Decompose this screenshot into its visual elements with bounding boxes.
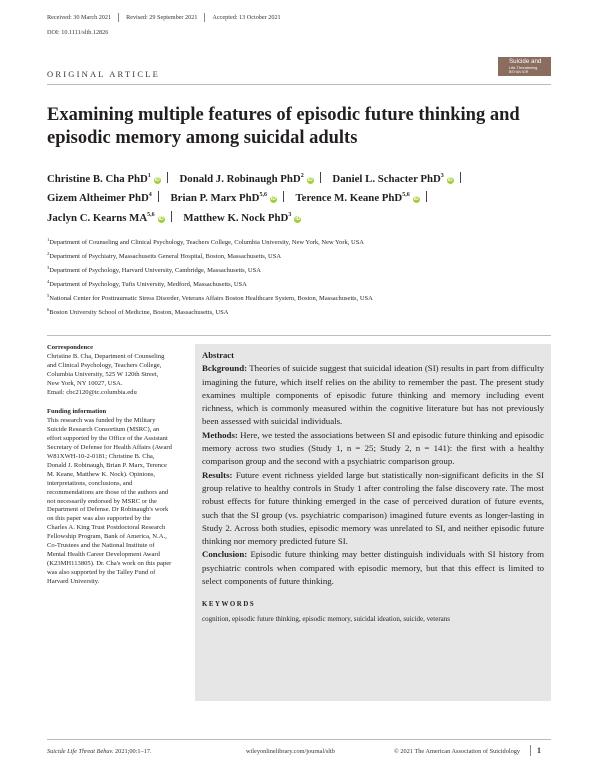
affiliation: $^2$Department of Psychiatry, Massachusetts General Hospital, Boston, Massachusetts, USA	[47, 251, 282, 260]
article-title: Examining multiple features of episodic future thinking and episodic memory among suicidal adults	[47, 105, 520, 148]
orcid-icon[interactable]: iD	[154, 177, 160, 183]
sidebar-notes	[47, 344, 172, 587]
footer-journal-url[interactable]: wileyonlinelibrary.com/journal/sltb	[246, 748, 335, 755]
orcid-icon[interactable]: iD	[447, 177, 453, 183]
orcid-icon[interactable]: iD	[270, 196, 276, 203]
affiliation: $^3$Department of Psychology, Harvard University, Cambridge, Massachusetts, USA	[47, 265, 261, 274]
funding-heading: Funding information	[47, 408, 107, 416]
revised-date: Revised: 29 September 2021	[126, 13, 198, 21]
footer-divider	[47, 739, 551, 740]
header-divider	[47, 84, 551, 85]
abstract-results: Results: Future event richness yielded large but statistically non-significant deficits in the SI group relative to healthy controls in Study 1 after controling the false discovery rate. The most robust effects for future thinking emerged in the case of perceived duration of future events, such that the SI group (vs. psychiatric comparison) imagined future events as longer-lasting in Study 2. Across both studies, episodic memory was unrelated to SI, and neither episodic future thinking nor memory predicted future SI.	[202, 469, 544, 547]
affiliation: $^5$National Center for Posttraumatic Stress Disorder, Veterans Affairs Boston Healthcare System, Boston, Massachusetts, USA	[47, 293, 373, 302]
funding-text: This research was funded by the Military Suicide Research Consortium (MSRC), an effort supported by the Office of the Assistant Secretary of Defense for Health Affairs (Award W81XWH-10-2-0181; Christine B. Cha, Donald J. Robinaugh, Brian P. Marx, Terence M. Keane, Matthew K. Nock). Opinions, interpretations, conclusions, and recommendations are those of the authors and not necessarily endorsed by MSRC or the Department of Defense. Dr Robinaugh's work on this paper was also supported by the Charles A. King Trust Postdoctoral Research Fellowship Program, Bank of America, N.A., Co-Trustees and the National Institute of Mental Health Career Development Award (K23MH113805). Dr. Cha's work on this paper was also supported by the Talley Fund of Harvard University.	[47, 417, 172, 585]
journal-logo-line3: BEHAVIOR	[509, 70, 529, 74]
orcid-icon[interactable]: iD	[307, 177, 313, 183]
affiliation: $^1$Department of Counseling and Clinical Psychology, Teachers College, Columbia University, New York, New York, USA	[47, 237, 364, 246]
footer-page-separator	[530, 745, 531, 756]
footer-copyright: © 2021 The American Association of Suicidology	[394, 748, 521, 755]
keywords-list: cognition, episodic future thinking, episodic memory, suicidal ideation, suicide, veterans	[202, 614, 450, 623]
author-list	[47, 170, 557, 228]
author[interactable]: Terence M. Keane PhD$^{5,6}$	[295, 192, 410, 205]
correspondence-text: Christine B. Cha, Department of Counseling and Clinical Psychology, Teachers College, Columbia University, 525 W 120th Street, New York, NY 10027, USA.	[47, 352, 165, 387]
keywords-heading: KEYWORDS	[202, 601, 256, 609]
orcid-icon[interactable]: iD	[295, 215, 301, 222]
author[interactable]: Donald J. Robinaugh PhD$^2$	[179, 173, 304, 185]
article-dates	[47, 13, 281, 22]
author[interactable]: Christine B. Cha PhD$^1$	[47, 173, 151, 185]
author[interactable]: Matthew K. Nock PhD$^3$	[183, 211, 292, 224]
orcid-icon[interactable]: iD	[413, 196, 419, 203]
page-number: 1	[537, 746, 541, 755]
author[interactable]: Daniel L. Schacter PhD$^3$	[332, 173, 444, 185]
author[interactable]: Brian P. Marx PhD$^{5,6}$	[170, 192, 267, 205]
affiliation-divider	[47, 335, 551, 336]
abstract-box	[195, 344, 551, 701]
author[interactable]: Gizem Altheimer PhD$^4$	[47, 192, 152, 205]
correspondence-heading: Correspondence	[47, 344, 94, 351]
affiliation: $^6$Boston University School of Medicine, Boston, Massachusetts, USA	[47, 307, 229, 316]
accepted-date: Accepted: 13 October 2021	[212, 13, 281, 21]
correspondence-email[interactable]: Email: cbc2120@tc.columbia.edu	[47, 388, 137, 396]
journal-logo-line2: Life-Threatening	[509, 65, 538, 70]
abstract-conclusion: Conclusion: Episodic future thinking may better distinguish individuals with SI history from psychiatric controls when compared with episodic memory, but that this effect is limited to select components of future thinking.	[202, 549, 544, 587]
doi-link[interactable]: DOI: 10.1111/sltb.12826	[47, 29, 109, 36]
abstract-heading: Abstract	[202, 350, 234, 360]
abstract-background: Bckground: Theories of suicide suggest that suicidal ideation (SI) results in part from difficulty imagining the future, which itself relies on the ability to remember the past. The present study examines multiple components of episodic future thinking and memory including event richness, which is commonly measured within the cognitive literature but has not previously been assessed with suicidal individuals.	[202, 363, 544, 427]
abstract-methods: Methods: Here, we tested the associations between SI and episodic future thinking and episodic memory across two studies (Study 1, n = 25; Study 2, n = 141): the first with a healthy comparison group and the second with a psychiatric comparison group.	[202, 429, 544, 467]
orcid-icon[interactable]: iD	[158, 215, 164, 222]
article-type: ORIGINAL ARTICLE	[47, 69, 160, 79]
footer-citation: Suicide Life Threat Behav. 2021;00:1–17.	[47, 748, 152, 755]
affiliation: $^4$Department of Psychology, Tufts University, Medford, Massachusetts, USA	[47, 279, 247, 288]
journal-logo-line1: Suicide and	[509, 58, 542, 65]
received-date: Received: 30 March 2021	[47, 13, 112, 21]
author[interactable]: Jaclyn C. Kearns MA$^{5,6}$	[47, 211, 155, 224]
journal-logo	[498, 57, 551, 76]
